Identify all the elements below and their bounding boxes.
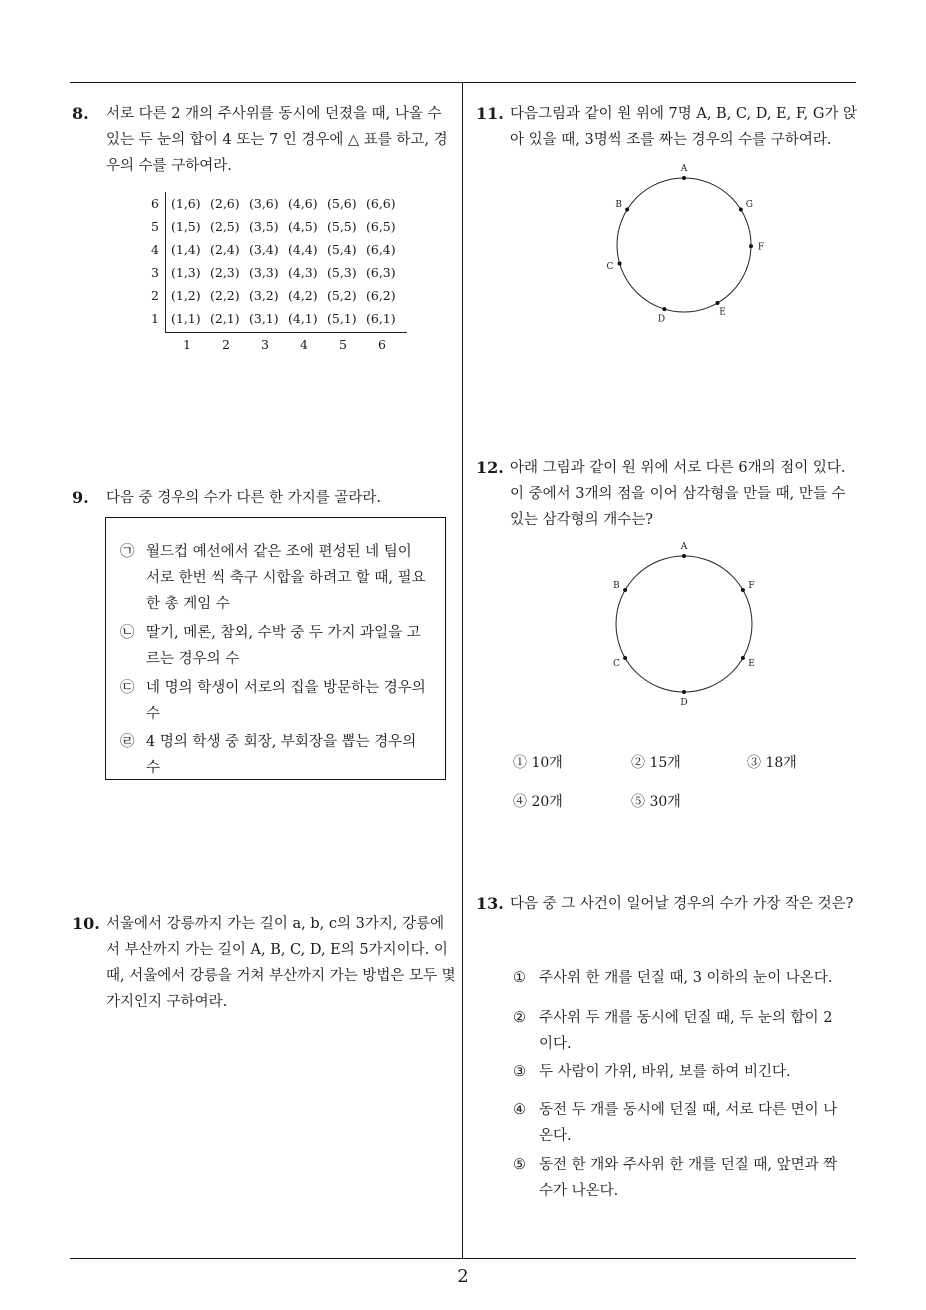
dice-x-label: 4: [300, 337, 308, 352]
circle-point-label: D: [657, 314, 666, 325]
q12-choice-2[interactable]: ② 15개: [631, 755, 681, 771]
dice-outcome-cell: (4,2): [288, 288, 318, 303]
circle-point: [739, 207, 743, 211]
q13-choice-5[interactable]: [513, 1152, 843, 1204]
dice-outcome-cell: (1,3): [171, 265, 201, 280]
question-number: 9.: [72, 488, 89, 507]
circle-point: [741, 656, 745, 660]
dice-outcome-cell: (5,2): [327, 288, 357, 303]
dice-y-axis: [165, 192, 166, 332]
circle-point: [716, 301, 720, 305]
option-mark: ㉣: [120, 734, 135, 750]
choice-text: 동전 한 개와 주사위 한 개를 던질 때, 앞면과 짝수가 나온다.: [539, 1157, 838, 1199]
dice-outcome-cell: (3,4): [249, 242, 279, 257]
circle-point-label: G: [745, 200, 753, 211]
option-text: 4 명의 학생 중 회장, 부회장을 뽑는 경우의 수: [146, 734, 417, 776]
q13-choice-4[interactable]: [513, 1097, 843, 1149]
question-number: 12.: [476, 458, 504, 477]
circle-point-label: E: [719, 307, 726, 318]
dice-outcome-cell: (1,1): [171, 311, 201, 326]
q12-circle: [616, 556, 755, 692]
dice-outcome-cell: (3,5): [249, 219, 279, 234]
question-number: 11.: [476, 104, 504, 123]
dice-outcome-cell: (6,1): [366, 311, 396, 326]
dice-row-label: 6: [151, 196, 159, 211]
option-item: [120, 620, 426, 672]
top-rule: [70, 82, 856, 83]
q11-circle-figure: [596, 160, 776, 330]
circle-point: [682, 690, 686, 694]
dice-outcome-cell: (2,4): [210, 242, 240, 257]
dice-row-label: 4: [151, 242, 159, 257]
option-item: [120, 675, 426, 727]
circle-point: [682, 554, 686, 558]
circle-point-label: F: [757, 242, 765, 253]
q9-options-box: [105, 517, 446, 780]
circle-point: [682, 176, 686, 180]
question-text: 아래 그림과 같이 원 위에 서로 다른 6개의 점이 있다. 이 중에서 3개의 점을 이어 삼각형을 만들 때, 만들 수 있는 삼각형의 개수는?: [510, 460, 846, 528]
dice-row-label: 5: [151, 219, 159, 234]
circle-point: [623, 588, 627, 592]
dice-outcome-cell: (5,3): [327, 265, 357, 280]
choice-text: 주사위 두 개를 동시에 던질 때, 두 눈의 합이 2 이다.: [539, 1010, 833, 1052]
question-10: [72, 911, 458, 1015]
option-text: 딸기, 메론, 참외, 수박 중 두 가지 과일을 고르는 경우의 수: [146, 625, 421, 667]
choice-mark: ②: [513, 1010, 526, 1026]
option-item: [120, 729, 426, 781]
circle-point: [749, 244, 753, 248]
circle-point-label: A: [680, 164, 688, 174]
page-number: 2: [457, 1266, 469, 1287]
dice-outcome-cell: (4,5): [288, 219, 318, 234]
circle-point: [623, 656, 627, 660]
circle-point: [625, 207, 629, 211]
question-text: 다음 중 그 사건이 일어날 경우의 수가 가장 작은 것은?: [510, 896, 854, 912]
dice-outcome-cell: (4,4): [288, 242, 318, 257]
option-item: [120, 539, 426, 617]
circle-point: [662, 307, 666, 311]
question-12: [476, 455, 862, 533]
q12-choice-5[interactable]: ⑤ 30개: [631, 794, 681, 810]
question-number: 13.: [476, 894, 504, 913]
q13-choice-1[interactable]: [513, 965, 843, 991]
option-mark: ㉡: [120, 625, 135, 641]
dice-outcome-table: [147, 192, 417, 357]
dice-outcome-cell: (4,6): [288, 196, 318, 211]
choice-text: 주사위 한 개를 던질 때, 3 이하의 눈이 나온다.: [539, 970, 833, 986]
dice-outcome-cell: (2,6): [210, 196, 240, 211]
question-text: 다음그림과 같이 원 위에 7명 A, B, C, D, E, F, G가 앉아 있을 때, 3명씩 조를 짜는 경우의 수를 구하여라.: [510, 106, 858, 148]
dice-outcome-cell: (1,2): [171, 288, 201, 303]
dice-x-label: 1: [183, 337, 191, 352]
circle-point-label: A: [680, 542, 688, 552]
column-divider: [462, 82, 463, 1258]
circle-point-label: D: [680, 698, 688, 708]
dice-outcome-cell: (6,6): [366, 196, 396, 211]
dice-outcome-cell: (3,6): [249, 196, 279, 211]
question-11: [476, 101, 862, 153]
q11-circle: [617, 178, 751, 312]
q12-circle-figure: [596, 538, 776, 708]
circle-point-label: B: [613, 581, 620, 591]
dice-x-axis: [165, 332, 407, 333]
question-text: 서울에서 강릉까지 가는 길이 a, b, c의 3가지, 강릉에서 부산까지 가는 길이 A, B, C, D, E의 5가지이다. 이때, 서울에서 강릉을 거쳐 부산까지 가는 방법은 모두 몇 가지인지 구하여라.: [106, 916, 456, 1010]
question-8: [72, 101, 458, 179]
dice-outcome-cell: (2,2): [210, 288, 240, 303]
choice-mark: ③: [513, 1064, 526, 1080]
dice-outcome-cell: (2,3): [210, 265, 240, 280]
dice-outcome-cell: (3,1): [249, 311, 279, 326]
dice-outcome-cell: (5,1): [327, 311, 357, 326]
q12-choice-1[interactable]: ① 10개: [513, 755, 563, 771]
dice-outcome-cell: (5,5): [327, 219, 357, 234]
circle-point-label: C: [606, 262, 614, 273]
bottom-rule: [70, 1258, 856, 1259]
question-13: [476, 891, 862, 917]
dice-outcome-cell: (2,5): [210, 219, 240, 234]
dice-row-label: 1: [151, 311, 159, 326]
circle-point-label: C: [613, 659, 620, 669]
circle-point-label: E: [748, 659, 755, 669]
dice-outcome-cell: (2,1): [210, 311, 240, 326]
question-number: 8.: [72, 104, 89, 123]
dice-outcome-cell: (6,5): [366, 219, 396, 234]
dice-outcome-cell: (6,2): [366, 288, 396, 303]
dice-x-label: 6: [378, 337, 386, 352]
dice-outcome-cell: (3,2): [249, 288, 279, 303]
choice-text: 두 사람이 가위, 바위, 보를 하여 비긴다.: [539, 1064, 791, 1080]
q13-choice-3[interactable]: [513, 1059, 843, 1085]
q12-choice-4[interactable]: ④ 20개: [513, 794, 563, 810]
option-text: 월드컵 예선에서 같은 조에 편성된 네 팀이 서로 한번 씩 축구 시합을 하려고 할 때, 필요한 총 게임 수: [146, 544, 426, 612]
choice-mark: ⑤: [513, 1157, 526, 1173]
dice-x-label: 2: [222, 337, 230, 352]
question-text: 서로 다른 2 개의 주사위를 동시에 던졌을 때, 나올 수 있는 두 눈의 합이 4 또는 7 인 경우에 △ 표를 하고, 경우의 수를 구하여라.: [106, 106, 448, 174]
circle-point-label: F: [748, 581, 755, 591]
dice-row-label: 3: [151, 265, 159, 280]
dice-outcome-cell: (6,4): [366, 242, 396, 257]
q13-choice-2[interactable]: [513, 1005, 843, 1057]
option-text: 네 명의 학생이 서로의 집을 방문하는 경우의 수: [146, 680, 426, 722]
option-mark: ㉠: [120, 544, 135, 560]
dice-row-label: 2: [151, 288, 159, 303]
dice-outcome-cell: (5,4): [327, 242, 357, 257]
choice-text: 동전 두 개를 동시에 던질 때, 서로 다른 면이 나온다.: [539, 1102, 838, 1144]
dice-outcome-cell: (5,6): [327, 196, 357, 211]
choice-mark: ①: [513, 970, 526, 986]
question-text: 다음 중 경우의 수가 다른 한 가지를 골라라.: [106, 490, 381, 506]
dice-x-label: 3: [261, 337, 269, 352]
question-9: [72, 485, 458, 511]
circle-point-label: B: [615, 200, 623, 211]
dice-outcome-cell: (4,3): [288, 265, 318, 280]
choice-mark: ④: [513, 1102, 526, 1118]
dice-outcome-cell: (1,5): [171, 219, 201, 234]
dice-outcome-cell: (1,4): [171, 242, 201, 257]
question-number: 10.: [72, 914, 100, 933]
q12-choice-3[interactable]: ③ 18개: [747, 755, 797, 771]
dice-outcome-cell: (6,3): [366, 265, 396, 280]
circle-point: [741, 588, 745, 592]
circle-point: [618, 261, 622, 265]
option-mark: ㉢: [120, 680, 135, 696]
dice-outcome-cell: (3,3): [249, 265, 279, 280]
dice-x-label: 5: [339, 337, 347, 352]
dice-outcome-cell: (4,1): [288, 311, 318, 326]
dice-outcome-cell: (1,6): [171, 196, 201, 211]
